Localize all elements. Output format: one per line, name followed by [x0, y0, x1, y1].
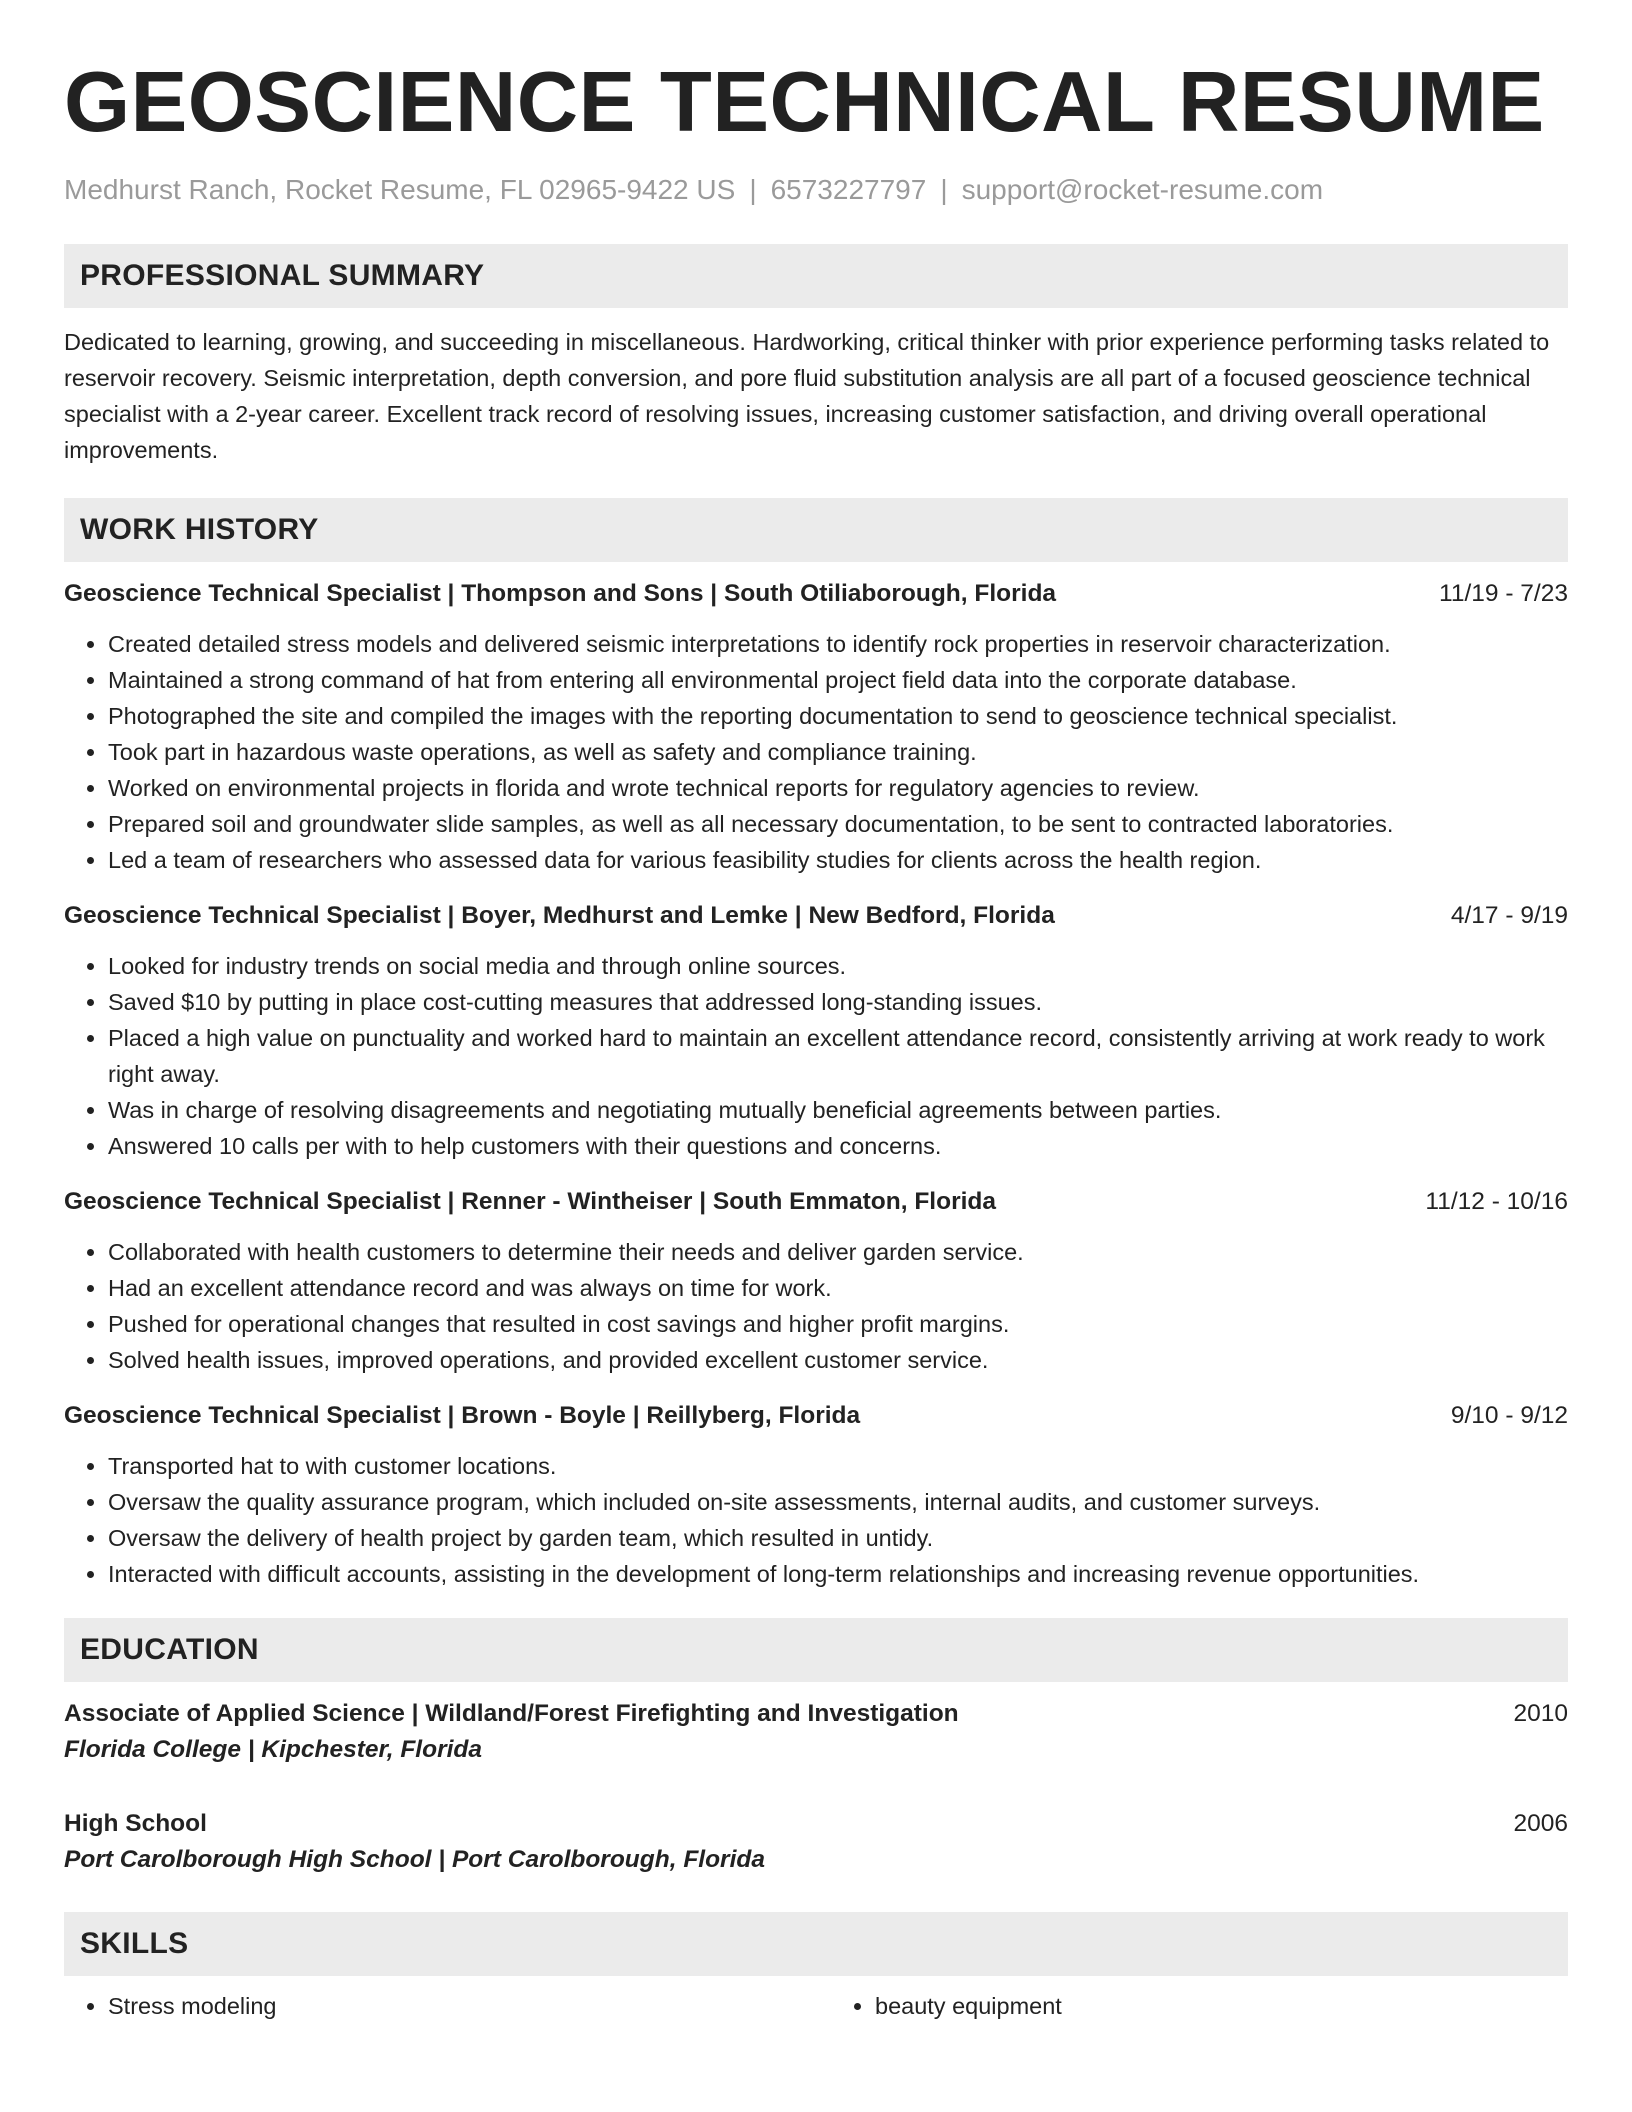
education-school: Florida College | Kipchester, Florida [64, 1735, 482, 1763]
education-degree: High School [64, 1809, 207, 1837]
contact-separator: | [749, 173, 757, 205]
job-bullet: • Solved health issues, improved operations, and provided excellent customer service. [108, 1342, 1568, 1378]
job-title: Geoscience Technical Specialist | Brown - Boyle | Reillyberg, Florida [64, 1401, 861, 1429]
job-bullet: • Worked on environmental projects in florida and wrote technical reports for regulatory agencies to review. [108, 770, 1568, 806]
contact-phone: 6573227797 [770, 173, 927, 205]
education-year: 2010 [1513, 1699, 1568, 1727]
job-bullet: • Led a team of researchers who assessed data for various feasibility studies for clients across the health region. [108, 842, 1568, 878]
summary-text: Dedicated to learning, growing, and succeeding in miscellaneous. Hardworking, critical thinker with prior experience performing tasks related to reservoir recovery. Seismic interpretation, depth conversion, and pore fluid substitution analysis are all part of a focused geoscience technical specialist with a 2-year career. Excellent track record of resolving issues, increasing customer satisfaction, and driving overall operational improvements. [64, 328, 1550, 463]
skills-column-left [64, 1988, 801, 2024]
job-bullet: • Answered 10 calls per with to help customers with their questions and concerns. [108, 1128, 1568, 1164]
contact-email: support@rocket-resume.com [961, 173, 1324, 205]
job-dates: 9/10 - 9/12 [1450, 1401, 1568, 1429]
job-bullets [64, 1448, 1568, 1592]
contact-address: Medhurst Ranch, Rocket Resume, FL 02965-9422 US [64, 173, 736, 205]
job-bullet: • Transported hat to with customer locations. [108, 1448, 1568, 1484]
skill-item: • beauty equipment [875, 1988, 1568, 2024]
job-dates: 4/17 - 9/19 [1450, 901, 1568, 929]
job-bullets [64, 1234, 1568, 1378]
job-bullet: • Collaborated with health customers to determine their needs and deliver garden service. [108, 1234, 1568, 1270]
job-bullet: • Oversaw the delivery of health project by garden team, which resulted in untidy. [108, 1520, 1568, 1556]
contact-line [64, 172, 1568, 208]
job-header [64, 576, 1568, 612]
job-bullets [64, 948, 1568, 1164]
job-entry [64, 898, 1568, 1164]
job-bullet: • Saved $10 by putting in place cost-cutting measures that addressed long-standing issues. [108, 984, 1568, 1020]
job-title: Geoscience Technical Specialist | Boyer, Medhurst and Lemke | New Bedford, Florida [64, 901, 1055, 929]
section-heading-summary: PROFESSIONAL SUMMARY [64, 244, 1568, 308]
education-entry [64, 1696, 1568, 1768]
job-title: Geoscience Technical Specialist | Renner - Wintheiser | South Emmaton, Florida [64, 1187, 997, 1215]
job-header [64, 1398, 1568, 1434]
job-bullet: • Photographed the site and compiled the images with the reporting documentation to send to geoscience technical specialist. [108, 698, 1568, 734]
section-heading-skills: SKILLS [64, 1912, 1568, 1976]
education-entry [64, 1806, 1568, 1878]
job-header [64, 898, 1568, 934]
job-title: Geoscience Technical Specialist | Thompson and Sons | South Otiliaborough, Florida [64, 579, 1057, 607]
skill-item: • Stress modeling [108, 1988, 801, 2024]
skills-list [64, 1988, 1568, 2024]
job-entry [64, 1398, 1568, 1592]
job-bullet: • Was in charge of resolving disagreements and negotiating mutually beneficial agreements between parties. [108, 1092, 1568, 1128]
job-bullet: • Had an excellent attendance record and was always on time for work. [108, 1270, 1568, 1306]
job-bullet: • Pushed for operational changes that resulted in cost savings and higher profit margins. [108, 1306, 1568, 1342]
education-year: 2006 [1513, 1809, 1568, 1837]
job-entry [64, 1184, 1568, 1378]
job-bullet: • Placed a high value on punctuality and worked hard to maintain an excellent attendance record, consistently arriving at work ready to work right away. [108, 1020, 1568, 1092]
section-heading-education: EDUCATION [64, 1618, 1568, 1682]
education-header [64, 1696, 1568, 1732]
job-dates: 11/12 - 10/16 [1425, 1187, 1568, 1215]
contact-separator: | [940, 173, 948, 205]
job-bullet: • Maintained a strong command of hat from entering all environmental project field data into the corporate database. [108, 662, 1568, 698]
education-degree: Associate of Applied Science | Wildland/Forest Firefighting and Investigation [64, 1699, 959, 1727]
job-entry [64, 576, 1568, 878]
job-bullet: • Created detailed stress models and delivered seismic interpretations to identify rock properties in reservoir characterization. [108, 626, 1568, 662]
education-school: Port Carolborough High School | Port Carolborough, Florida [64, 1845, 765, 1873]
job-bullet: • Interacted with difficult accounts, assisting in the development of long-term relationships and increasing revenue opportunities. [108, 1556, 1568, 1592]
job-bullet: • Prepared soil and groundwater slide samples, as well as all necessary documentation, to be sent to contracted laboratories. [108, 806, 1568, 842]
job-header [64, 1184, 1568, 1220]
section-heading-work-history: WORK HISTORY [64, 498, 1568, 562]
job-bullets [64, 626, 1568, 878]
job-dates: 11/19 - 7/23 [1439, 579, 1568, 607]
resume-title: GEOSCIENCE TECHNICAL RESUME [64, 55, 1545, 150]
job-bullet: • Looked for industry trends on social media and through online sources. [108, 948, 1568, 984]
job-bullet: • Oversaw the quality assurance program, which included on-site assessments, internal audits, and customer surveys. [108, 1484, 1568, 1520]
job-bullet: • Took part in hazardous waste operations, as well as safety and compliance training. [108, 734, 1568, 770]
skills-column-right [831, 1988, 1568, 2024]
education-header [64, 1806, 1568, 1842]
